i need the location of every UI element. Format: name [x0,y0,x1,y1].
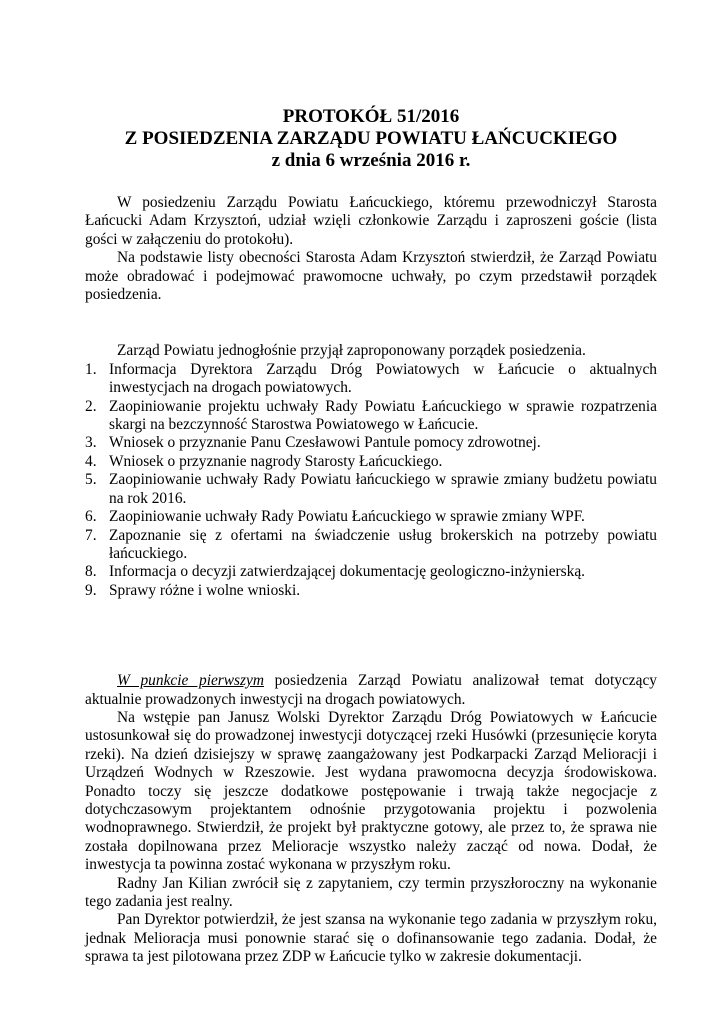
section1-paragraph-director: Na wstępie pan Janusz Wolski Dyrektor Zarządu Dróg Powiatowych w Łańcucie ustosunkował się do prowadzonej inwestycji dotyczącej rzeki Husówki (przesunięcie koryta rzeki). Na dzień dzisiejszy w sprawę zaangażowany jest Podkarpacki Zarząd Melioracji i Urządzeń Wodnych w Rzeszowie. Jest wydana prawomocna decyzja środowiskowa. Ponadto toczy się jeszcze dodatkowe postępowanie i trwają także negocjacje z dotychczasowym projektantem odnośnie przygotowania projektu i pozwolenia wodnoprawnego. Stwierdził, że projekt był praktyczne gotowy, ale przez to, że sprawa nie została dopilnowana przez Melioracje wszystko należy zacząć od nowa. Dodał, że inwestycja ta powinna zostać wykonana w przyszłym roku. [85,708,657,874]
intro-paragraph-quorum: Na podstawie listy obecności Starosta Adam Krzysztoń stwierdził, że Zarząd Powiatu może obradować i podejmować prawomocne uchwały, po czym przedstawił porządek posiedzenia. [85,249,657,304]
list-item: 4. Wniosek o przyznanie nagrody Starosty Łańcuckiego. [85,452,443,470]
protocol-title: Z POSIEDZENIA ZARZĄDU POWIATU ŁAŃCUCKIEGO [124,128,618,149]
list-item: 5. Zaopiniowanie uchwały Rady Powiatu łańcuckiego w sprawie zmiany budżetu powiatu na rok 2016. [85,471,657,507]
intro-paragraph-attendance: W posiedzeniu Zarządu Powiatu Łańcuckiego, któremu przewodniczył Starosta Łańcucki Adam Krzysztoń, udział wzięli członkowie Zarządu i zaproszeni goście (lista gości w załączeniu do protokołu). [85,194,657,248]
section1-paragraph-answer: Pan Dyrektor potwierdził, że jest szansa na wykonanie tego zadania w przyszłym roku, jednak Melioracja musi ponownie starać się o dofinansowanie tego zadania. Dodał, że sprawa ta jest pilotowana przez ZDP w Łańcucie tylko w zakresie dokumentacji. [85,911,657,966]
list-item: 2. Zaopiniowanie projektu uchwały Rady Powiatu Łańcuckiego w sprawie rozpatrzenia skargi na bezczynność Starostwa Powiatowego w Łańcucie. [85,397,657,434]
list-item: 1. Informacja Dyrektora Zarządu Dróg Powiatowych w Łańcucie o aktualnych inwestycjach na drogach powiatowych. [85,360,657,397]
section1-paragraph-question: Radny Jan Kilian zwrócił się z zapytaniem, czy termin przyszłoroczny na wykonanie tego zadania jest realny. [85,874,657,910]
section1-lead: W punkcie pierwszym [117,672,264,690]
list-item: 3. Wniosek o przyznanie Panu Czesławowi Pantule pomocy zdrowotnej. [85,434,541,452]
agenda-list [85,361,657,600]
list-item: 8. Informacja o decyzji zatwierdzającej dokumentację geologiczno-inżynierską. [85,563,586,581]
list-item: 9. Sprawy różne i wolne wnioski. [85,581,301,599]
list-item: 6. Zaopiniowanie uchwały Rady Powiatu Łańcuckiego w sprawie zmiany WPF. [85,508,585,526]
protocol-date: z dnia 6 września 2016 r. [271,150,471,171]
document-page [85,106,657,967]
agenda-intro: Zarząd Powiatu jednogłośnie przyjął zaproponowany porządek posiedzenia. [117,342,586,360]
protocol-number: PROTOKÓŁ 51/2016 [282,106,460,127]
list-item: 7. Zapoznanie się z ofertami na świadczenie usług brokerskich na potrzeby powiatu łańcuckiego. [85,526,657,562]
section1-paragraph-intro: W punkcie pierwszym posiedzenia Zarząd Powiatu analizował temat dotyczący aktualnie prowadzonych inwestycji na drogach powiatowych. [85,672,657,708]
